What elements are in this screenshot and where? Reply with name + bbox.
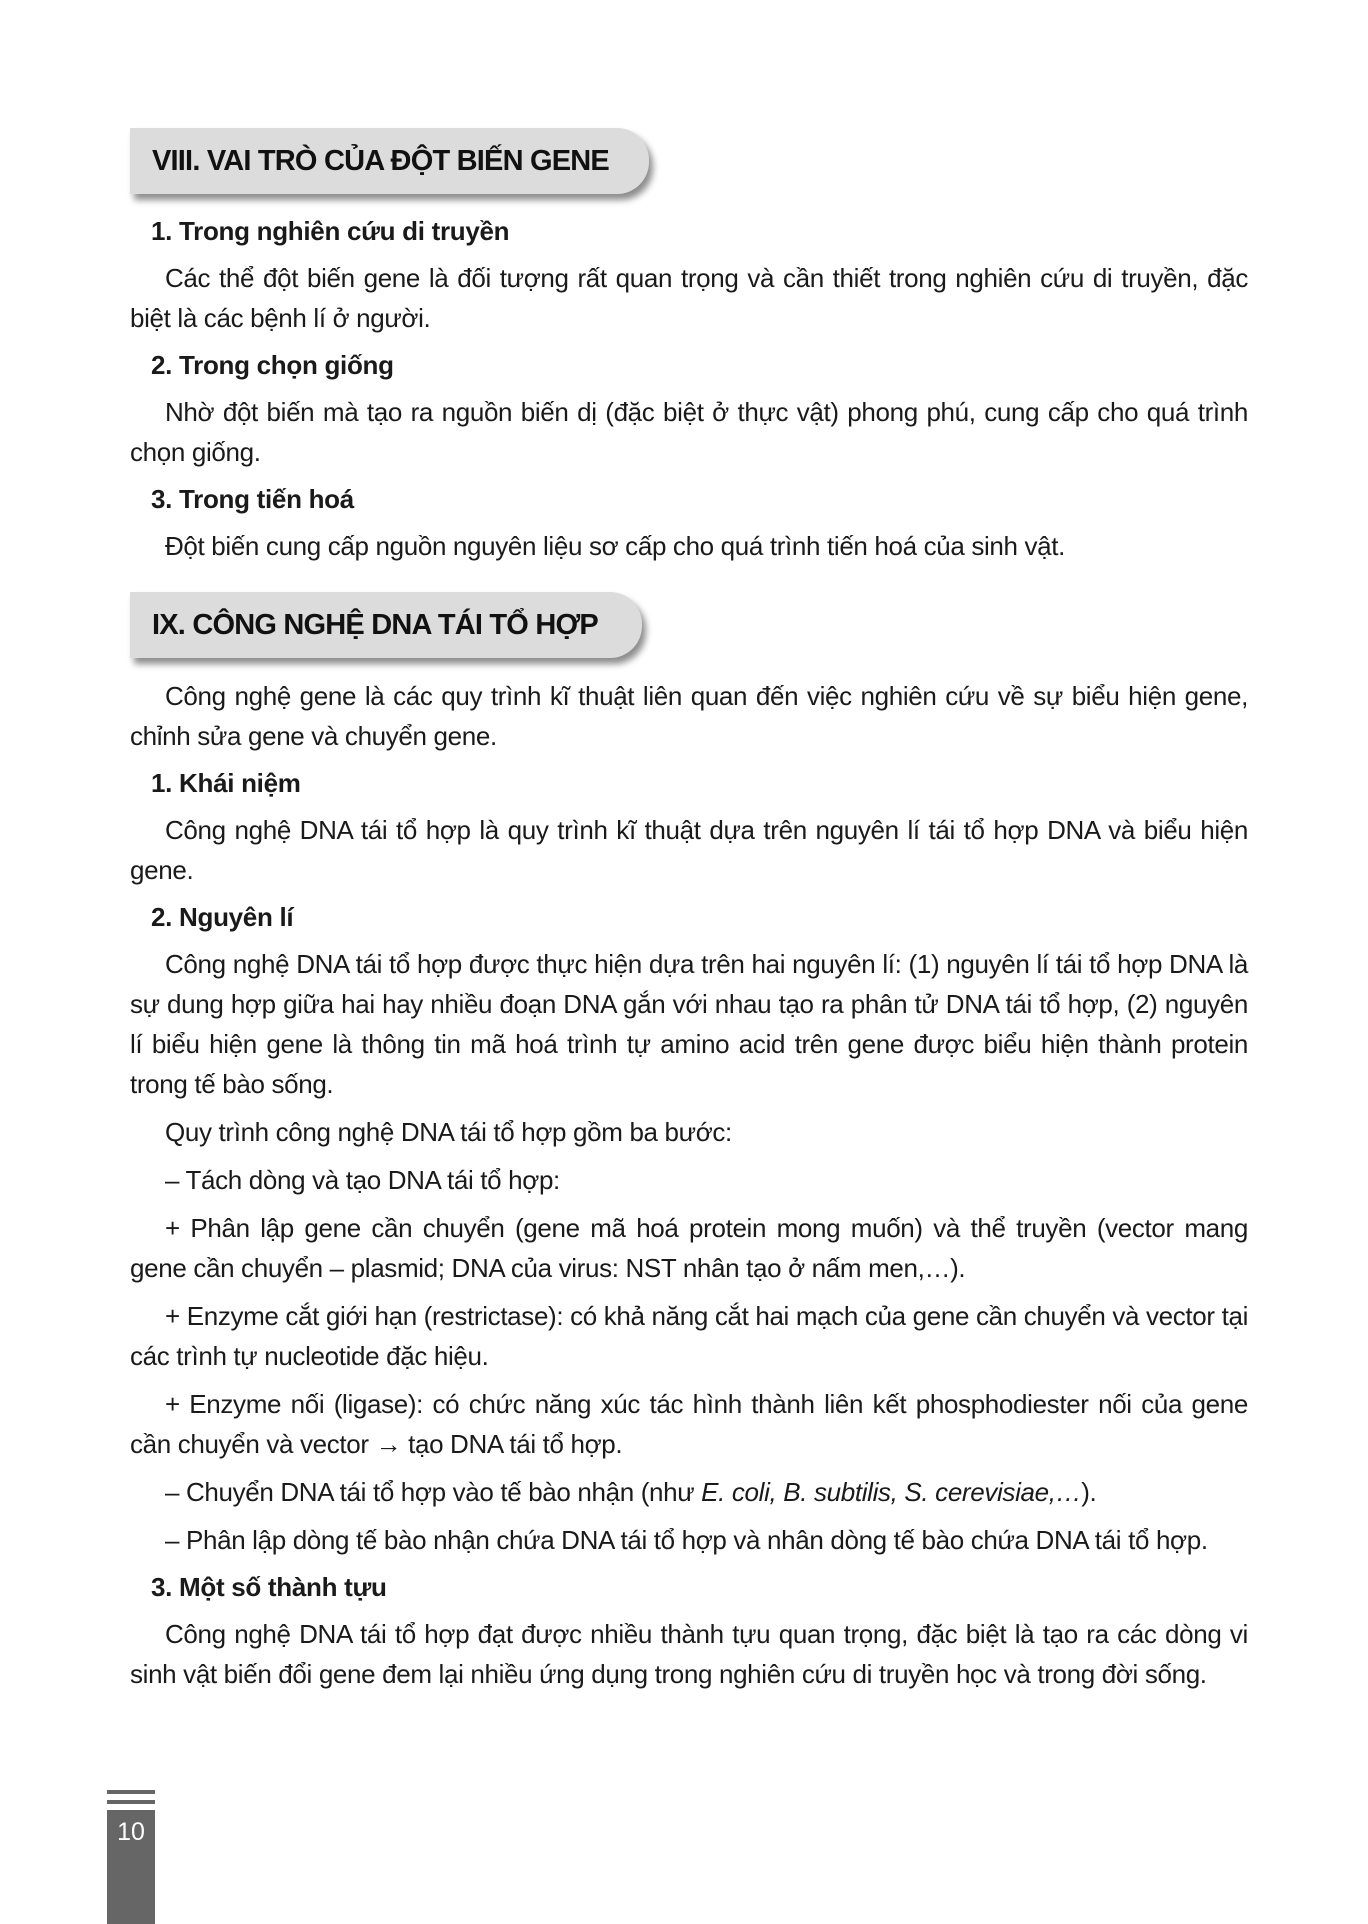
page-number: 10	[107, 1810, 155, 1924]
section-heading-ix: IX. CÔNG NGHỆ DNA TÁI TỔ HỢP	[130, 592, 642, 658]
footer-rule	[107, 1800, 155, 1804]
species-names: E. coli, B. subtilis, S. cerevisiae,…	[701, 1477, 1082, 1507]
list-item	[130, 1472, 1248, 1512]
paragraph: Công nghệ DNA tái tổ hợp đạt được nhiều thành tựu quan trọng, đặc biệt là tạo ra các dòng vi sinh vật biến đổi gene đem lại nhiều ứng dụng trong nghiên cứu di truyền học và trong đời sống.	[130, 1619, 1248, 1689]
list-item: – Phân lập dòng tế bào nhận chứa DNA tái tổ hợp và nhân dòng tế bào chứa DNA tái tổ hợp.	[165, 1525, 1208, 1555]
paragraph: Nhờ đột biến mà tạo ra nguồn biến dị (đặc biệt ở thực vật) phong phú, cung cấp cho quá trình chọn giống.	[130, 397, 1248, 467]
paragraph: Công nghệ DNA tái tổ hợp là quy trình kĩ thuật dựa trên nguyên lí tái tổ hợp DNA và biểu hiện gene.	[130, 815, 1248, 885]
list-item: – Tách dòng và tạo DNA tái tổ hợp:	[165, 1165, 560, 1195]
subheading: 1. Trong nghiên cứu di truyền	[151, 216, 510, 246]
list-item: + Enzyme cắt giới hạn (restrictase): có khả năng cắt hai mạch của gene cần chuyển và vector tại các trình tự nucleotide đặc hiệu.	[130, 1301, 1248, 1371]
subheading: 2. Trong chọn giống	[151, 350, 394, 380]
paragraph: Các thể đột biến gene là đối tượng rất quan trọng và cần thiết trong nghiên cứu di truyền, đặc biệt là các bệnh lí ở người.	[130, 263, 1248, 333]
paragraph: Đột biến cung cấp nguồn nguyên liệu sơ cấp cho quá trình tiến hoá của sinh vật.	[165, 531, 1066, 561]
paragraph-intro: Công nghệ gene là các quy trình kĩ thuật liên quan đến việc nghiên cứu về sự biểu hiện gene, chỉnh sửa gene và chuyển gene.	[130, 681, 1248, 751]
list-item: + Phân lập gene cần chuyển (gene mã hoá protein mong muốn) và thể truyền (vector mang gene cần chuyển – plasmid; DNA của virus: NST nhân tạo ở nấm men,…).	[130, 1213, 1248, 1283]
page-content	[130, 128, 1248, 1702]
paragraph: Công nghệ DNA tái tổ hợp được thực hiện dựa trên hai nguyên lí: (1) nguyên lí tái tổ hợp DNA là sự dung hợp giữa hai hay nhiều đoạn DNA gắn với nhau tạo ra phân tử DNA tái tổ hợp, (2) nguyên lí biểu hiện gene là thông tin mã hoá trình tự amino acid trên gene được biểu hiện thành protein trong tế bào sống.	[130, 949, 1248, 1099]
paragraph: Quy trình công nghệ DNA tái tổ hợp gồm ba bước:	[165, 1117, 732, 1147]
subheading: 3. Một số thành tựu	[151, 1572, 387, 1602]
subheading: 3. Trong tiến hoá	[151, 484, 354, 514]
text: ).	[1081, 1477, 1097, 1507]
footer-rule	[107, 1790, 155, 1794]
subheading: 2. Nguyên lí	[151, 902, 294, 932]
text: – Chuyển DNA tái tổ hợp vào tế bào nhận (như	[165, 1477, 702, 1507]
page-footer	[107, 1790, 155, 1924]
list-item: + Enzyme nối (ligase): có chức năng xúc tác hình thành liên kết phosphodiester nối của gene cần chuyển và vector → tạo DNA tái tổ hợp.	[130, 1389, 1248, 1459]
subheading: 1. Khái niệm	[151, 768, 301, 798]
section-heading-viii: VIII. VAI TRÒ CỦA ĐỘT BIẾN GENE	[130, 128, 649, 194]
